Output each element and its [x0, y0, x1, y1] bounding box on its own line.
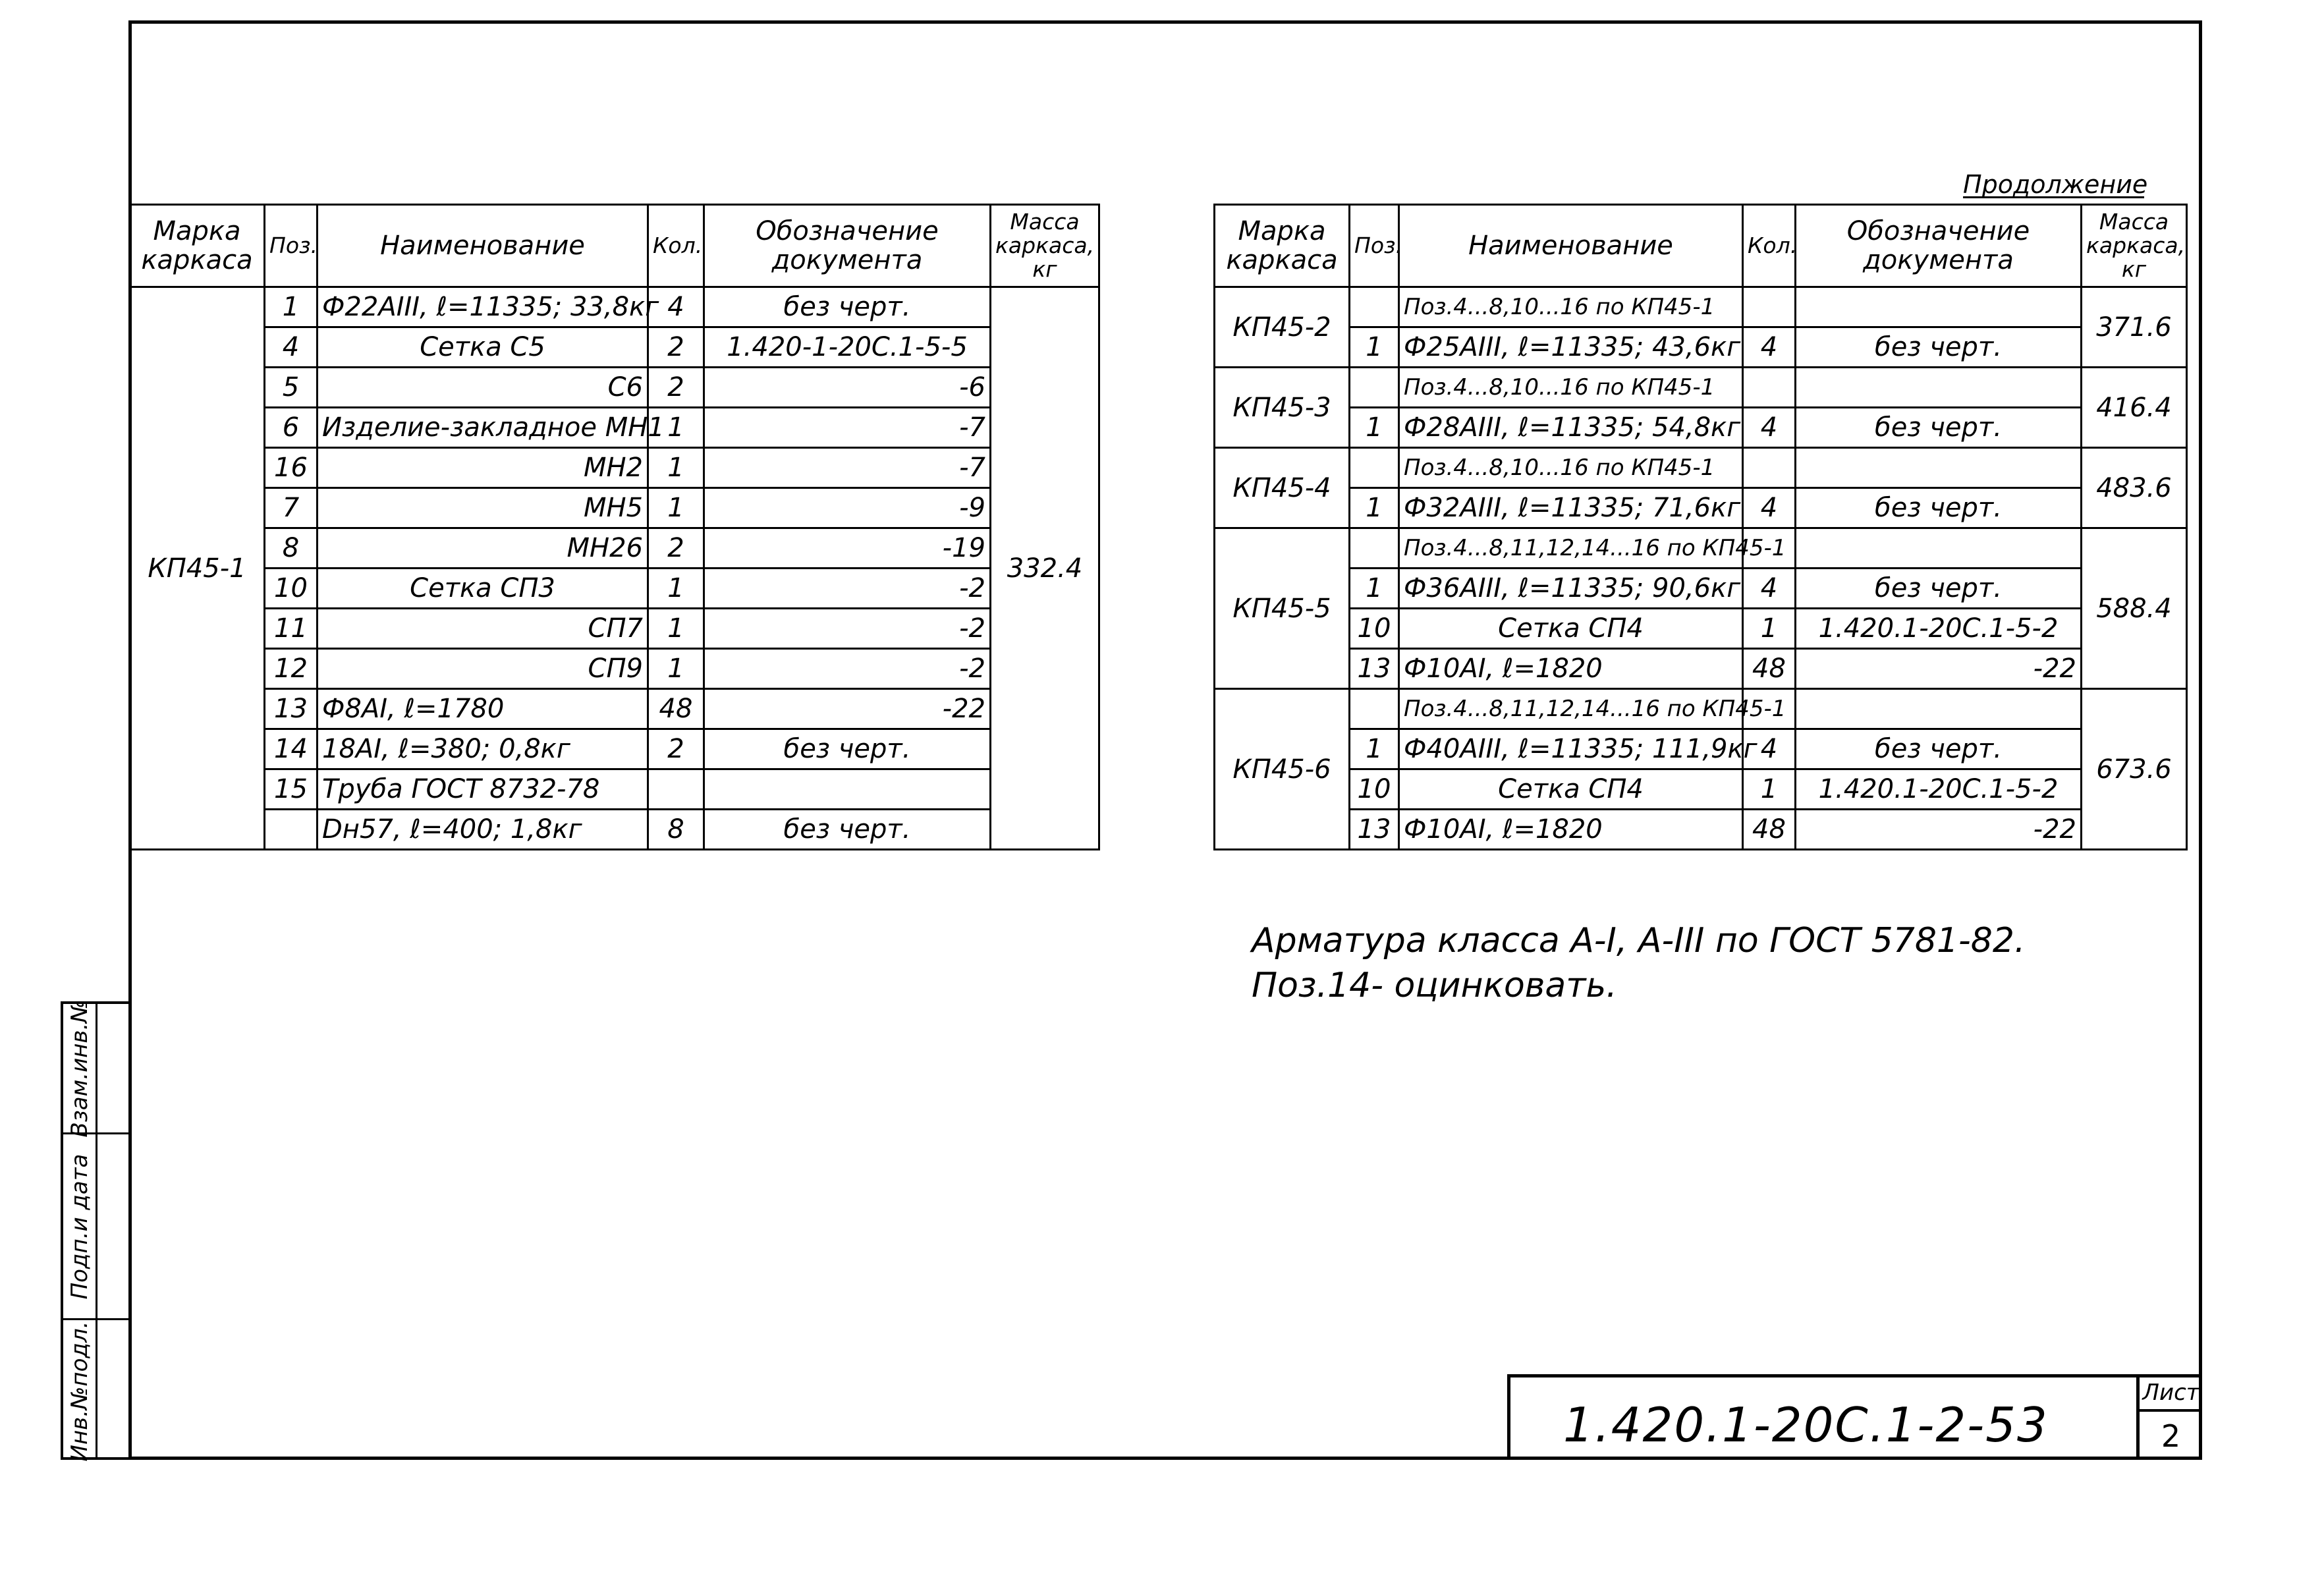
- name-cell: Поз.4...8,11,12,14...16 по КП45-1: [1399, 528, 1743, 569]
- left-spec-table: [128, 204, 1100, 850]
- kol-cell: 2: [648, 368, 704, 408]
- doc-cell: [1796, 368, 2082, 408]
- table-row: [1215, 569, 2187, 609]
- table-row: [1215, 368, 2187, 408]
- name-cell: Сетка СП3: [318, 569, 648, 609]
- poz-cell: 15: [265, 769, 318, 810]
- name-cell: СП7: [318, 609, 648, 649]
- doc-cell: [1796, 528, 2082, 569]
- table-row: [1215, 408, 2187, 448]
- poz-cell: 1: [1350, 327, 1399, 368]
- header-mass: Масса каркаса, кг: [991, 205, 1099, 287]
- doc-cell: без черт.: [1796, 569, 2082, 609]
- kol-cell: 4: [1743, 408, 1796, 448]
- name-cell: СП9: [318, 649, 648, 689]
- poz-cell: 10: [1350, 609, 1399, 649]
- table-row: [130, 769, 1099, 810]
- table-row: [1215, 528, 2187, 569]
- kol-cell: [648, 769, 704, 810]
- name-cell: Изделие-закладное МН1: [318, 408, 648, 448]
- doc-cell: без черт.: [704, 810, 991, 850]
- sidebar-cell-inv: [63, 1320, 96, 1462]
- header-doc: Обозначение документа: [1796, 205, 2082, 287]
- name-cell: Поз.4...8,10...16 по КП45-1: [1399, 368, 1743, 408]
- name-cell: Сетка СП4: [1399, 769, 1743, 810]
- kol-cell: 4: [648, 287, 704, 327]
- doc-cell: -2: [704, 649, 991, 689]
- kol-cell: 1: [648, 649, 704, 689]
- header-marka: Марка каркаса: [1215, 205, 1350, 287]
- doc-cell: [1796, 448, 2082, 488]
- kol-cell: 4: [1743, 729, 1796, 769]
- poz-cell: 1: [1350, 408, 1399, 448]
- doc-cell: 1.420.1-20С.1-5-2: [1796, 769, 2082, 810]
- poz-cell: [265, 810, 318, 850]
- name-cell: Поз.4...8,11,12,14...16 по КП45-1: [1399, 689, 1743, 729]
- doc-cell: без черт.: [704, 287, 991, 327]
- poz-cell: 7: [265, 488, 318, 528]
- kol-cell: 1: [1743, 769, 1796, 810]
- sidebar-cell-vzam: [63, 999, 96, 1138]
- kol-cell: 48: [1743, 649, 1796, 689]
- poz-cell: 13: [1350, 649, 1399, 689]
- name-cell: Ф10АI, ℓ=1820: [1399, 810, 1743, 850]
- title-block-sheet-cell: [2136, 1374, 2202, 1460]
- poz-cell: [1350, 448, 1399, 488]
- doc-cell: -7: [704, 448, 991, 488]
- table-row: [1215, 609, 2187, 649]
- name-cell: Dн57, ℓ=400; 1,8кг: [318, 810, 648, 850]
- doc-cell: без черт.: [1796, 488, 2082, 528]
- marka-cell: КП45-1: [130, 287, 265, 850]
- header-marka: Марка каркаса: [130, 205, 265, 287]
- kol-cell: 1: [648, 408, 704, 448]
- header-kol: Кол.: [648, 205, 704, 287]
- poz-cell: 14: [265, 729, 318, 769]
- sidebar-label-column: [63, 999, 97, 1462]
- continuation-label: Продолжение: [1963, 170, 2148, 199]
- table-row: [130, 609, 1099, 649]
- table-row: [1215, 810, 2187, 850]
- name-cell: Ф10АI, ℓ=1820: [1399, 649, 1743, 689]
- kol-cell: [1743, 287, 1796, 327]
- sidebar-podp-data: Подп.и дата: [66, 1154, 93, 1299]
- header-kol: Кол.: [1743, 205, 1796, 287]
- table-row: [1215, 327, 2187, 368]
- name-cell: МН2: [318, 448, 648, 488]
- doc-cell: 1.420.1-20С.1-5-2: [1796, 609, 2082, 649]
- name-cell: Ф22АIII, ℓ=11335; 33,8кг: [318, 287, 648, 327]
- kol-cell: [1743, 368, 1796, 408]
- kol-cell: 1: [648, 609, 704, 649]
- poz-cell: 1: [1350, 488, 1399, 528]
- right-spec-table: [1213, 204, 2188, 850]
- doc-cell: -7: [704, 408, 991, 448]
- table-row: [130, 689, 1099, 729]
- marka-cell: КП45-5: [1215, 528, 1350, 689]
- table-row: [1215, 649, 2187, 689]
- poz-cell: 1: [1350, 569, 1399, 609]
- name-cell: Труба ГОСТ 8732-78: [318, 769, 648, 810]
- kol-cell: 48: [1743, 810, 1796, 850]
- doc-cell: без черт.: [704, 729, 991, 769]
- table-row: [130, 729, 1099, 769]
- marka-cell: КП45-6: [1215, 689, 1350, 850]
- sidebar-value-column: [97, 1004, 131, 1457]
- kol-cell: 1: [648, 488, 704, 528]
- doc-cell: без черт.: [1796, 729, 2082, 769]
- name-cell: Поз.4...8,10...16 по КП45-1: [1399, 448, 1743, 488]
- table-row: [130, 810, 1099, 850]
- mass-cell: 483.6: [2082, 448, 2187, 528]
- marka-cell: КП45-2: [1215, 287, 1350, 368]
- poz-cell: [1350, 287, 1399, 327]
- table-row: [130, 408, 1099, 448]
- poz-cell: 6: [265, 408, 318, 448]
- poz-cell: 13: [1350, 810, 1399, 850]
- poz-cell: [1350, 689, 1399, 729]
- mass-cell: 416.4: [2082, 368, 2187, 448]
- doc-cell: 1.420-1-20С.1-5-5: [704, 327, 991, 368]
- continuation-underline: [1963, 196, 2144, 198]
- poz-cell: 8: [265, 528, 318, 569]
- doc-cell: -22: [704, 689, 991, 729]
- signature-sidebar: [61, 1001, 128, 1460]
- doc-cell: [704, 769, 991, 810]
- table-row: [130, 488, 1099, 528]
- kol-cell: 4: [1743, 488, 1796, 528]
- doc-cell: без черт.: [1796, 327, 2082, 368]
- header-poz: Поз.: [265, 205, 318, 287]
- name-cell: С6: [318, 368, 648, 408]
- header-mass: Масса каркаса, кг: [2082, 205, 2187, 287]
- kol-cell: 1: [648, 448, 704, 488]
- doc-cell: [1796, 689, 2082, 729]
- poz-cell: 13: [265, 689, 318, 729]
- sidebar-inv-podl: Инв.№подл.: [66, 1321, 93, 1462]
- poz-cell: 5: [265, 368, 318, 408]
- marka-cell: КП45-4: [1215, 448, 1350, 528]
- sidebar-vzam-inv: Взам.инв.№: [66, 999, 93, 1138]
- name-cell: МН5: [318, 488, 648, 528]
- header-name: Наименование: [1399, 205, 1743, 287]
- sheet-number: 2: [2161, 1418, 2181, 1454]
- doc-cell: -19: [704, 528, 991, 569]
- poz-cell: 12: [265, 649, 318, 689]
- header-poz: Поз.: [1350, 205, 1399, 287]
- header-doc: Обозначение документа: [704, 205, 991, 287]
- poz-cell: [1350, 368, 1399, 408]
- mass-cell: 332.4: [991, 287, 1099, 850]
- kol-cell: 4: [1743, 569, 1796, 609]
- kol-cell: 2: [648, 528, 704, 569]
- kol-cell: 2: [648, 729, 704, 769]
- poz-cell: 1: [1350, 729, 1399, 769]
- doc-cell: без черт.: [1796, 408, 2082, 448]
- name-cell: Ф25АIII, ℓ=11335; 43,6кг: [1399, 327, 1743, 368]
- sheet-label: Лист: [2140, 1377, 2202, 1412]
- doc-cell: -9: [704, 488, 991, 528]
- poz-cell: 1: [265, 287, 318, 327]
- name-cell: Сетка СП4: [1399, 609, 1743, 649]
- sidebar-cell-podp: [63, 1134, 96, 1320]
- poz-cell: 10: [1350, 769, 1399, 810]
- doc-cell: [1796, 287, 2082, 327]
- table-row: [130, 287, 1099, 327]
- table-row: [1215, 769, 2187, 810]
- poz-cell: 16: [265, 448, 318, 488]
- doc-cell: -6: [704, 368, 991, 408]
- name-cell: МН26: [318, 528, 648, 569]
- header-name: Наименование: [318, 205, 648, 287]
- mass-cell: 673.6: [2082, 689, 2187, 850]
- table-row: [130, 649, 1099, 689]
- note-line-2: Поз.14- оцинковать.: [1252, 966, 1617, 1005]
- name-cell: Ф8АI, ℓ=1780: [318, 689, 648, 729]
- mass-cell: 588.4: [2082, 528, 2187, 689]
- kol-cell: 8: [648, 810, 704, 850]
- poz-cell: 11: [265, 609, 318, 649]
- sidebar-value-podp: [97, 1134, 131, 1320]
- poz-cell: [1350, 528, 1399, 569]
- marka-cell: КП45-3: [1215, 368, 1350, 448]
- title-block-code-cell: [1507, 1374, 2136, 1460]
- doc-cell: -2: [704, 609, 991, 649]
- table-row: [130, 569, 1099, 609]
- doc-cell: -2: [704, 569, 991, 609]
- table-row: [1215, 689, 2187, 729]
- table-row: [130, 368, 1099, 408]
- mass-cell: 371.6: [2082, 287, 2187, 368]
- kol-cell: 2: [648, 327, 704, 368]
- kol-cell: [1743, 448, 1796, 488]
- document-code: 1.420.1-20С.1-2-53: [1563, 1397, 2049, 1453]
- name-cell: Сетка С5: [318, 327, 648, 368]
- name-cell: Поз.4...8,10...16 по КП45-1: [1399, 287, 1743, 327]
- table-row: [130, 528, 1099, 569]
- name-cell: Ф32АIII, ℓ=11335; 71,6кг: [1399, 488, 1743, 528]
- table-row: [1215, 448, 2187, 488]
- poz-cell: 10: [265, 569, 318, 609]
- name-cell: Ф36АIII, ℓ=11335; 90,6кг: [1399, 569, 1743, 609]
- table-row: [130, 327, 1099, 368]
- kol-cell: 48: [648, 689, 704, 729]
- table-row: [1215, 287, 2187, 327]
- kol-cell: 4: [1743, 327, 1796, 368]
- note-line-1: Арматура класса А-I, А-III по ГОСТ 5781-82.: [1252, 921, 2026, 960]
- title-block: [1507, 1374, 2202, 1460]
- table-row: [1215, 729, 2187, 769]
- doc-cell: -22: [1796, 810, 2082, 850]
- name-cell: Ф40АIII, ℓ=11335; 111,9кг: [1399, 729, 1743, 769]
- sidebar-value-vzam: [97, 1004, 131, 1134]
- table-row: [130, 448, 1099, 488]
- doc-cell: -22: [1796, 649, 2082, 689]
- table-row: [1215, 488, 2187, 528]
- name-cell: Ф28АIII, ℓ=11335; 54,8кг: [1399, 408, 1743, 448]
- poz-cell: 4: [265, 327, 318, 368]
- kol-cell: 1: [1743, 609, 1796, 649]
- kol-cell: 1: [648, 569, 704, 609]
- name-cell: 18АI, ℓ=380; 0,8кг: [318, 729, 648, 769]
